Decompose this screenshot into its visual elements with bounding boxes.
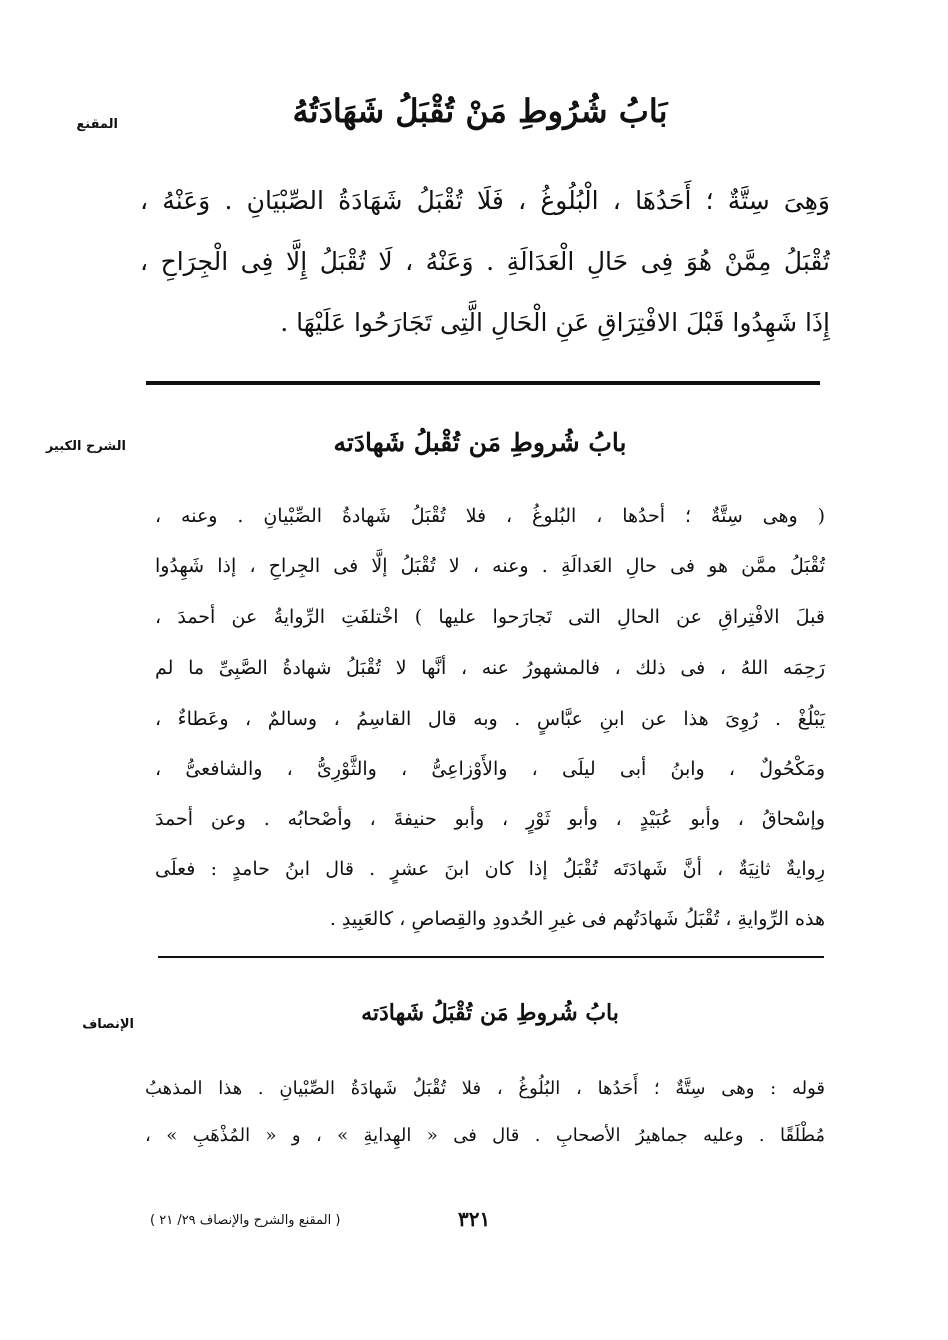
section-label-muqni: المقنع [76,117,118,132]
section-heading-muqni: بَابُ شُرُوطِ مَنْ تُقْبَلُ شَهَادَتُهُ [292,92,668,130]
section-heading-insaf: بابُ شُروطِ مَن تُقْبَلُ شَهادَته [361,1000,619,1026]
text-line: تُقْبَلُ مِمَّنْ هُوَ فِى حَالِ الْعَدَالَةِ . وَعَنْهُ ، لَا تُقْبَلُ إِلَّا فِى الْجِرَاحِ ، [140,247,830,276]
text-line: تُقْبَلُ ممَّن هو فى حالِ العَدالَةِ . وعنه ، لا تُقْبَلُ إلَّا فى الجِراحِ ، إذا شَهِدُوا [155,555,825,577]
text-line: قبلَ الافْتِراقِ عن الحالِ التى تَجارَحوا عليها ) اخْتلفَتِ الرِّوايةُ عن أحمدَ ، [155,606,825,628]
text-line: هذه الرِّوايةِ ، تُقْبَلُ شَهادَتُهم فى غيرِ الحُدودِ والقِصاصِ ، كالعَبِيدِ . [329,908,825,930]
page-number: ٣٢١ [458,1207,491,1231]
section-heading-sharh: بابُ شُروطِ مَن تُقْبلُ شَهادَته [333,428,627,457]
text-line: ( وهى سِتَّةٌ ؛ أحدُها ، البُلوغُ ، فلا تُقْبَلُ شَهادةُ الصِّبْيانِ . وعنه ، [155,505,825,527]
footer-reference: ( المقنع والشرح والإنصاف ٢٩/ ٢١ ) [150,1213,341,1228]
section-divider [158,956,824,958]
section-label-insaf: الإنصاف [82,1017,134,1032]
text-line: وإسْحاقُ ، وأبو عُبَيْدٍ ، وأبو ثَوْرٍ ، وأبو حنيفةَ ، وأصْحابُه . وعن أحمدَ [155,808,825,830]
text-line: ومَكْحُولٌ ، وابنُ أبى ليلَى ، والأَوْزاعِىُّ ، والثَّوْرِىُّ ، والشافعىُّ ، [155,758,825,780]
text-line: يَبْلُغْ . رُوِىَ هذا عن ابنِ عبَّاسٍ . وبه قال القاسِمُ ، وسالمٌ ، وعَطاءٌ ، [155,708,825,730]
text-line: إِذَا شَهِدُوا قَبْلَ الافْتِرَاقِ عَنِ الْحَالِ الَّتِى تَجَارَحُوا عَلَيْهَا . [280,308,830,337]
section-divider [146,381,820,385]
text-line: قوله : وهى سِتَّةٌ ؛ أَحَدُها ، البُلُوغُ ، فلا تُقْبَلُ شَهادَةُ الصِّبْيانِ . هذا المذهبُ [145,1078,825,1099]
text-line: رَحِمَه اللهُ ، فى ذلك ، فالمشهورُ عنه ، أنَّها لا تُقْبَلُ شهادةُ الصَّبِىِّ ما لم [155,657,825,679]
section-label-sharh: الشرح الكبير [45,439,126,454]
text-line: رِوايةٌ ثانِيَةٌ ، أنَّ شَهادَتَه تُقْبَلُ إذا كان ابنَ عشرٍ . قال ابنُ حامدٍ : فعلَى [155,858,825,880]
text-line: مُطْلَقًا . وعليه جماهيرُ الأصحابِ . قال فى « الهِدايةِ » ، و « المُذْهَبِ » ، [145,1125,825,1146]
text-line: وَهِىَ سِتَّةٌ ؛ أَحَدُهَا ، الْبُلُوغُ ، فَلَا تُقْبَلُ شَهَادَةُ الصِّبْيَانِ . وَعَنْهُ ، [140,186,830,215]
